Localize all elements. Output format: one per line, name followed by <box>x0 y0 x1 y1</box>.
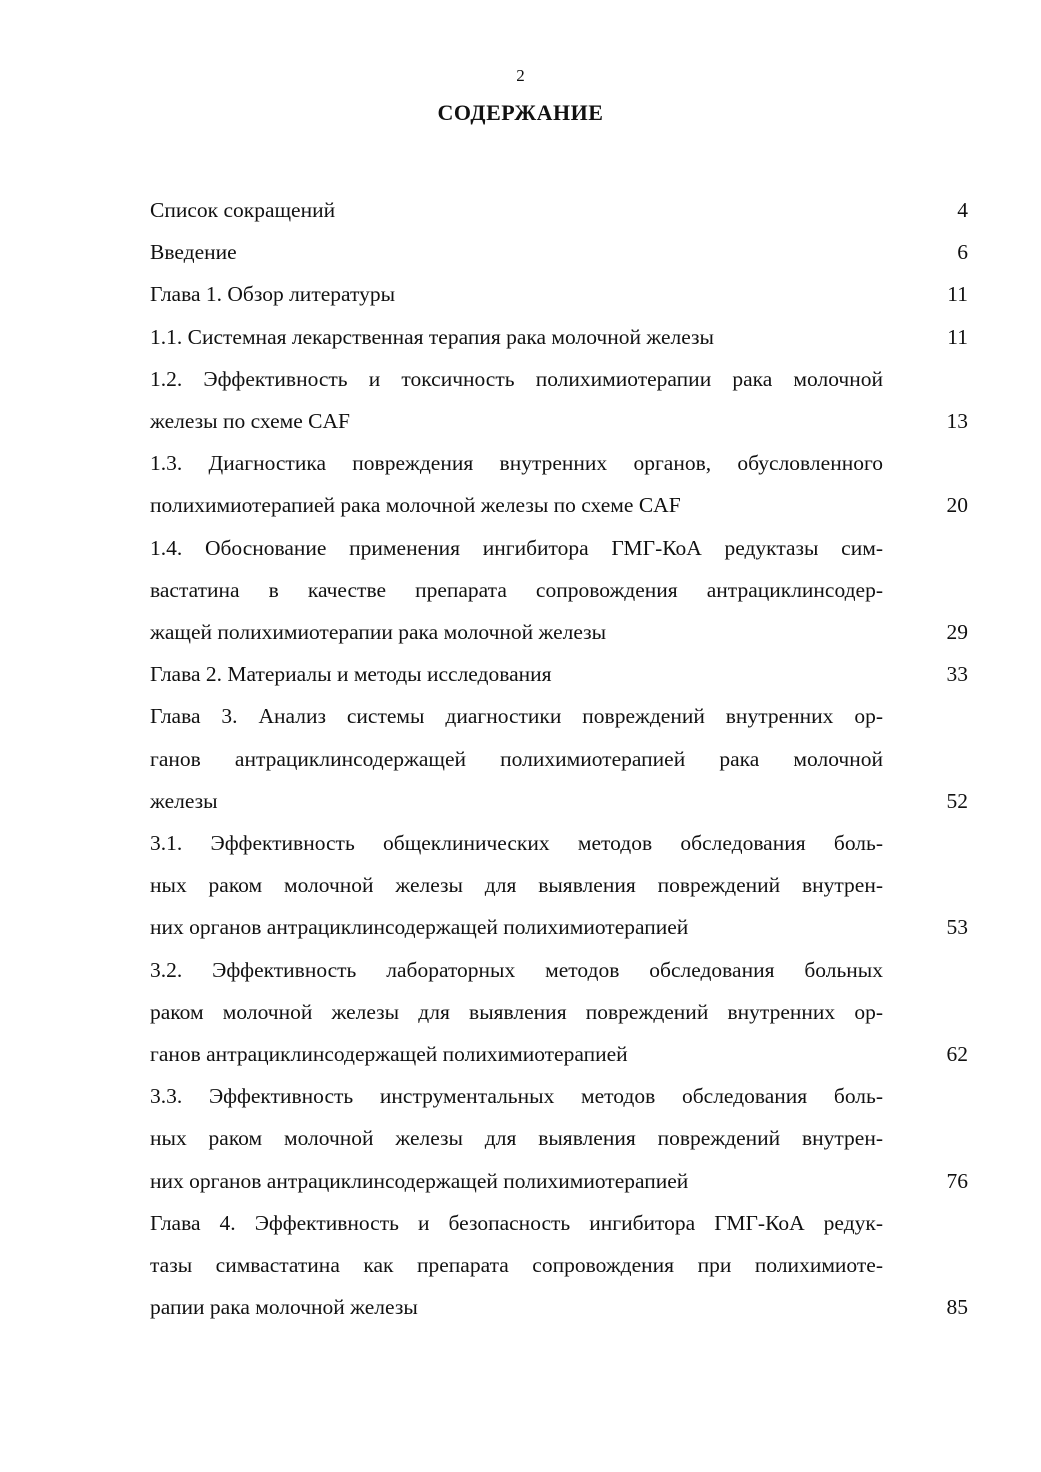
toc-entry <box>150 189 968 231</box>
toc-entry <box>150 316 968 358</box>
toc-entry-page-number: 33 <box>946 662 968 687</box>
toc-entry-page-number: 62 <box>946 1042 968 1067</box>
toc-entry-line: 3.1. Эффективность общеклинических методов обследования боль- <box>150 831 883 856</box>
toc-entry-title <box>150 1202 883 1329</box>
toc-entry-title <box>150 273 883 315</box>
toc-entry-title <box>150 442 883 526</box>
page-title: СОДЕРЖАНИЕ <box>437 100 604 125</box>
toc-entry-line: них органов антрациклинсодержащей полихимиотерапией <box>150 1168 689 1193</box>
toc-entry-line: ганов антрациклинсодержащей полихимиотерапией <box>150 1042 628 1067</box>
toc-entry-line: жащей полихимиотерапии рака молочной железы <box>150 620 607 645</box>
toc-entry-title <box>150 316 883 358</box>
toc-entry <box>150 231 968 273</box>
toc-entry-page-number: 29 <box>946 620 968 645</box>
toc-entry-line: Список сокращений <box>150 198 336 222</box>
table-of-contents <box>150 189 968 1328</box>
toc-entry <box>150 1202 968 1329</box>
toc-entry-line: железы <box>150 788 218 813</box>
toc-entry-line: полихимиотерапией рака молочной железы по схеме CAF <box>150 493 681 518</box>
toc-entry <box>150 653 968 695</box>
toc-entry-line: 1.2. Эффективность и токсичность полихимиотерапии рака молочной <box>150 366 883 391</box>
toc-entry-page-number: 13 <box>946 409 968 434</box>
toc-entry <box>150 358 968 442</box>
toc-entry-title <box>150 1075 883 1202</box>
toc-entry-line: 3.3. Эффективность инструментальных методов обследования боль- <box>150 1084 883 1109</box>
toc-entry-line: 3.2. Эффективность лабораторных методов обследования больных <box>150 957 883 982</box>
toc-entry-title <box>150 527 883 654</box>
toc-entry-line: Введение <box>150 240 237 265</box>
toc-entry-page-number: 20 <box>946 493 968 518</box>
toc-entry-page-number: 11 <box>947 282 968 307</box>
toc-entry-page-number: 6 <box>957 240 968 265</box>
toc-entry-line: Глава 2. Материалы и методы исследования <box>150 662 552 687</box>
toc-entry-line: железы по схеме CAF <box>150 409 350 434</box>
toc-entry <box>150 949 968 1076</box>
toc-entry-title <box>150 653 883 695</box>
toc-entry <box>150 822 968 949</box>
toc-entry-line: ных раком молочной железы для выявления повреждений внутрен- <box>150 873 883 898</box>
toc-entry <box>150 442 968 526</box>
toc-entry <box>150 273 968 315</box>
toc-entry-page-number: 53 <box>946 915 968 940</box>
toc-entry-title <box>150 822 883 949</box>
toc-entry-title <box>150 949 883 1076</box>
toc-entry-title <box>150 189 883 231</box>
toc-entry <box>150 695 968 822</box>
toc-entry-page-number: 85 <box>946 1295 968 1320</box>
toc-entry <box>150 1075 968 1202</box>
toc-entry-line: вастатина в качестве препарата сопровождения антрациклинсодер- <box>150 577 883 602</box>
toc-entry-title <box>150 231 883 273</box>
toc-entry-page-number: 4 <box>957 198 968 222</box>
toc-entry-page-number: 52 <box>946 788 968 813</box>
toc-entry-title <box>150 358 883 442</box>
toc-entry-line: Глава 4. Эффективность и безопасность ингибитора ГМГ-КоА редук- <box>150 1210 883 1235</box>
toc-entry-line: них органов антрациклинсодержащей полихимиотерапией <box>150 915 689 940</box>
toc-entry-line: ных раком молочной железы для выявления повреждений внутрен- <box>150 1126 883 1151</box>
toc-entry-line: ганов антрациклинсодержащей полихимиотерапией рака молочной <box>150 746 883 771</box>
toc-entry-page-number: 11 <box>947 324 968 349</box>
toc-entry-line: рапии рака молочной железы <box>150 1295 418 1320</box>
toc-entry <box>150 527 968 654</box>
toc-entry-line: 1.1. Системная лекарственная терапия рака молочной железы <box>150 324 714 349</box>
toc-entry-line: Глава 3. Анализ системы диагностики повреждений внутренних ор- <box>150 704 883 729</box>
toc-entry-line: 1.4. Обоснование применения ингибитора ГМГ-КоА редуктазы сим- <box>150 535 883 560</box>
toc-entry-title <box>150 695 883 822</box>
page-number: 2 <box>516 66 525 85</box>
toc-entry-line: раком молочной железы для выявления повреждений внутренних ор- <box>150 999 883 1024</box>
toc-entry-page-number: 76 <box>946 1168 968 1193</box>
toc-entry-line: тазы симвастатина как препарата сопровождения при полихимиоте- <box>150 1253 883 1278</box>
toc-entry-line: 1.3. Диагностика повреждения внутренних органов, обусловленного <box>150 451 883 476</box>
toc-entry-line: Глава 1. Обзор литературы <box>150 282 396 307</box>
